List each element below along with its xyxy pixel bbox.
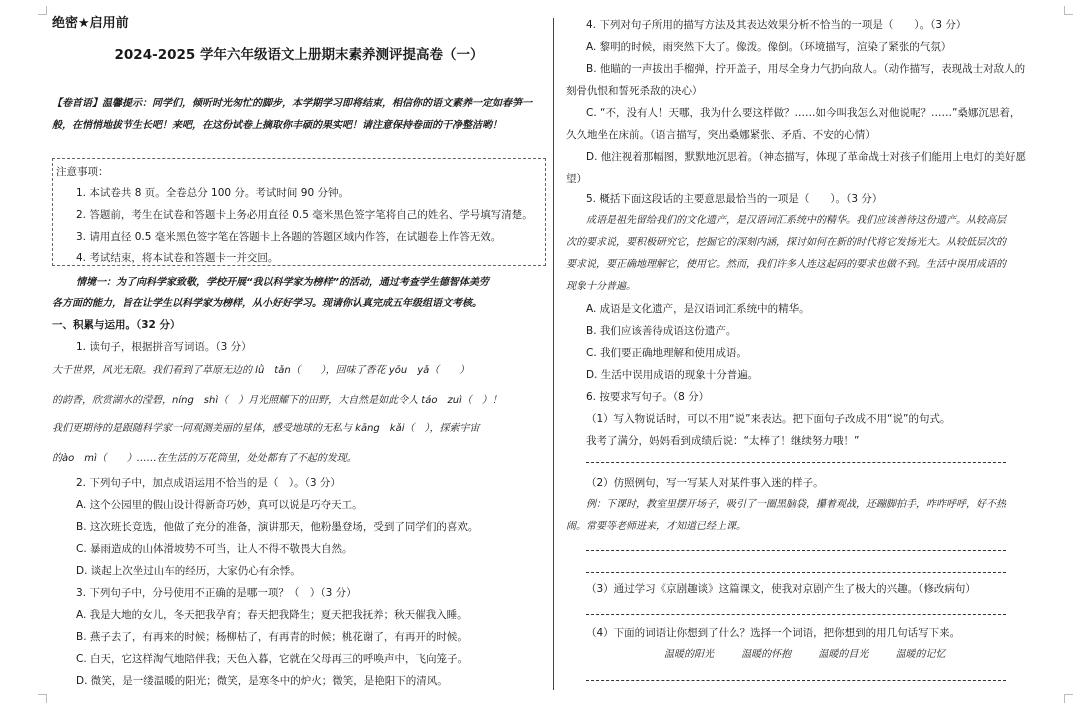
notice-item: 1. 本试卷共 8 页。全卷总分 100 分。考试时间 90 分钟。 (76, 187, 349, 199)
question-6-4-title: （4）下面的词语让你想到了什么？选择一个词语，把你想到的用几句话写下来。 (586, 627, 961, 639)
answer-line[interactable] (586, 462, 1006, 463)
scenario-text: 情境一：为了向科学家致敬，学校开展“我以科学家为榜样”的活动，通过考查学生德智体美劳 (76, 277, 489, 288)
question-6-title: 6. 按要求写句子。（8 分） (586, 391, 710, 403)
word-choices (664, 648, 970, 662)
question-5-passage: 次的要求说，要积极研究它，挖掘它的深刻内涵，探讨如何在新的时代将它发扬光大。从较低层次的 (566, 237, 1006, 248)
question-4-option: B. 他瞄的一声拔出手榴弹，拧开盖子，用尽全身力气扔向敌人。（动作描写，表现战士对敌人的 (586, 63, 1026, 75)
question-6-2-title: （2）仿照例句，写一写某人对某件事入迷的样子。 (586, 477, 824, 489)
confidential-label: 绝密★启用前 (52, 16, 129, 31)
question-6-3-title: （3）通过学习《京剧趣谈》这篇课文，使我对京剧产生了极大的兴趣。（修改病句） (586, 583, 976, 595)
crop-mark-top-right (1064, 6, 1073, 15)
question-4-option: D. 他注视着那幅图，默默地沉思着。（神态描写，体现了革命战士对孩子们能用上电灯的美好愿 (586, 151, 1027, 163)
word-choice: 温暖的怀抱 (741, 649, 792, 660)
question-3-option: C. 白天，它这样淘气地陪伴我；天色入暮，它就在父母再三的呼唤声中，飞向笼子。 (76, 653, 469, 665)
question-6-2-example: 闹。常要等老师进来，才知道已经上课。 (566, 521, 746, 532)
answer-line[interactable] (586, 614, 1006, 615)
exam-title: 2024-2025 学年六年级语文上册期末素养测评提高卷（一） (114, 47, 484, 63)
scenario-text: 各方面的能力，旨在让学生以科学家为榜样，从小好好学习。现请你认真完成五年级组语文考核。 (52, 298, 482, 309)
question-4-title: 4. 下列对句子所用的描写方法及其表达效果分析不恰当的一项是（ ）。（3 分） (586, 19, 967, 31)
word-choice: 温暖的阳光 (664, 649, 714, 660)
question-2-option: B. 这次班长竞选，他做了充分的准备，演讲那天，他粉墨登场，受到了同学们的喜欢。 (76, 521, 479, 533)
question-5-option: B. 我们应该善待成语这份遗产。 (586, 325, 737, 337)
notice-item: 2. 答题前，考生在试卷和答题卡上务必用直径 0.5 毫米黑色签字笔将自己的姓名、学号填写清楚。 (76, 209, 533, 221)
question-1-line: 大千世界，风光无限。我们看到了草原无边的 lǜ tǎn（ ），回味了香花 yōu yǎ（ ） (52, 365, 470, 376)
question-1-line: 我们更期待的是跟随科学家一同观测美丽的星体，感受地球的无私与 kāng kǎi（ ），探索宇宙 (52, 423, 480, 434)
question-6-1-text: 我考了满分，妈妈看到成绩后说：“太棒了！继续努力哦！” (586, 435, 860, 447)
question-5-option: A. 成语是文化遗产，是汉语词汇系统中的精华。 (586, 303, 810, 315)
notice-title: 注意事项： (56, 166, 109, 178)
question-2-title: 2. 下列句子中，加点成语运用不恰当的是（ ）。（3 分） (76, 477, 341, 489)
crop-mark-bottom-right (1064, 694, 1073, 703)
question-2-option: D. 谈起上次坐过山车的经历，大家仍心有余悸。 (76, 565, 301, 577)
question-5-title: 5. 概括下面这段话的主要意思最恰当的一项是（ ）。（3 分） (586, 193, 883, 205)
question-5-option: C. 我们要正确地理解和使用成语。 (586, 347, 748, 359)
crop-mark-bottom-left (38, 694, 47, 703)
question-4-option: 望） (566, 173, 587, 185)
question-4-option: 刻骨仇恨和誓死杀敌的决心） (566, 85, 703, 97)
question-1-line: 的韵香，欣赏湖水的滢碧，níng shì（ ）月光照耀下的田野，大自然是如此令人 táo zuì（ ）！ (52, 395, 502, 406)
question-5-passage: 成语是祖先留给我们的文化遗产，是汉语词汇系统中的精华。我们应该善待这份遗产。从较高层 (586, 215, 1006, 226)
preface-note: 【卷首语】温馨提示：同学们，倾听时光匆忙的脚步，本学期学习即将结束，相信你的语文素养一定如春笋一般，在悄悄地拔节生长吧！来吧，在这份试卷上摘取你丰硕的果实吧！请注意保持卷面的干净整洁哟！ (52, 98, 532, 131)
question-1-line: 的ào mì（ ）……在生活的万花筒里，处处都有了不起的发现。 (52, 453, 357, 464)
notice-item: 3. 请用直径 0.5 毫米黑色签字笔在答题卡上各题的答题区域内作答，在试题卷上作答无效。 (76, 231, 502, 243)
question-6-1-title: （1）写入物说话时，可以不用“说”来表达。把下面句子改成不用“说”的句式。 (586, 413, 951, 425)
question-5-option: D. 生活中误用成语的现象十分普遍。 (586, 369, 759, 381)
question-6-2-example: 例：下课时，教室里摆开场子，吸引了一圈黑脑袋，攥着观战，还蹦脚拍手，咋咋呼呼，好不热 (586, 499, 1006, 510)
answer-line[interactable] (586, 550, 1006, 551)
answer-line[interactable] (586, 572, 1006, 573)
question-5-passage: 现象十分普遍。 (566, 281, 636, 292)
section-heading: 一、积累与运用。（32 分） (52, 319, 181, 331)
word-choice: 温暖的记忆 (895, 649, 946, 660)
answer-line[interactable] (586, 680, 1006, 681)
question-4-option: C. “不，没有人！天哪，我为什么要这样做？……如今叫我怎么对他说呢？……”桑娜沉思着， (586, 107, 1021, 119)
question-3-option: B. 燕子去了，有再来的时候；杨柳枯了，有再青的时候；桃花谢了，有再开的时候。 (76, 631, 468, 643)
question-1-title: 1. 读句子，根据拼音写词语。（3 分） (76, 341, 252, 353)
question-3-option: A. 我是大地的女儿，冬天把我孕育；春天把我降生；夏天把我抚养；秋天催我入睡。 (76, 609, 468, 621)
column-divider (553, 18, 554, 690)
crop-mark-top-left (38, 6, 47, 15)
question-5-passage: 要求说，要正确地理解它，使用它。然而，我们许多人连这起码的要求也做不到。生活中误用成语的 (566, 259, 1006, 270)
question-3-title: 3. 下列句子中，分号使用不正确的是哪一项？（ ）（3 分） (76, 587, 357, 599)
question-4-option: 久久地坐在床前。（语言描写，突出桑娜紧张、矛盾、不安的心情） (566, 129, 876, 141)
question-4-option: A. 黎明的时候，雨突然下大了。像泼。像倒。（环境描写，渲染了紧张的气氛） (586, 41, 952, 53)
question-2-option: A. 这个公园里的假山设计得新奇巧妙，真可以说是巧夺天工。 (76, 499, 363, 511)
word-choice: 温暖的目光 (818, 649, 869, 660)
question-3-option: D. 微笑，是一缕温暖的阳光；微笑，是寒冬中的炉火；微笑，是艳阳下的清风。 (76, 675, 448, 687)
question-2-option: C. 暴雨造成的山体滑坡势不可当，让人不得不敬畏大自然。 (76, 543, 353, 555)
notice-item: 4. 考试结束，将本试卷和答题卡一并交回。 (76, 252, 279, 264)
